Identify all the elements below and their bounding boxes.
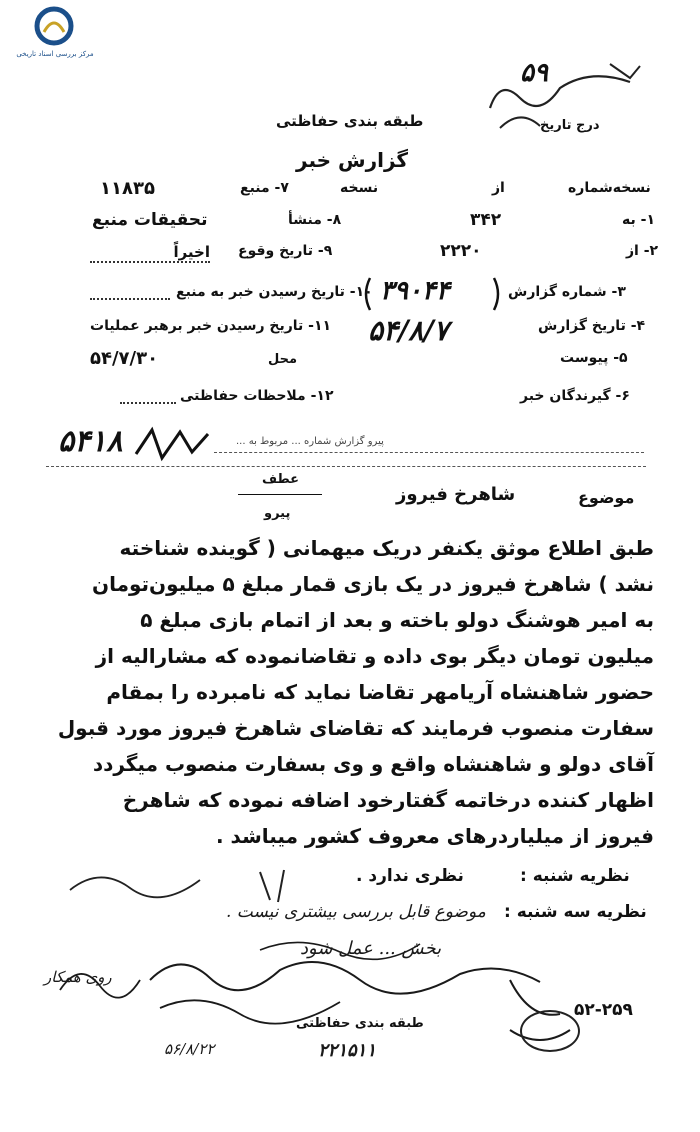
corner-stamp-scribble — [480, 58, 650, 138]
event-date-value: اخیراً — [90, 243, 210, 263]
notes-dots — [120, 402, 176, 404]
place-label: محل — [268, 352, 298, 367]
report-number-value: ۳۹۰۴۴ — [380, 276, 450, 306]
reference-number: ۵۲-۲۵۹ — [574, 1000, 633, 1020]
body-line-9: فیروز از میلیاردرهای معروف کشور میباشد . — [215, 824, 654, 848]
corner-stamp-number: ۵۹ — [520, 58, 548, 88]
copy-label: نسخه — [340, 180, 379, 196]
logo-caption: مرکز بررسی اسناد تاریخی — [16, 50, 94, 58]
signature-number: ۵۶/۸/۲۲ — [164, 1040, 215, 1058]
receive-source-label: ۱۰- تاریخ رسیدن خبر به منبع — [176, 284, 373, 300]
receive-source-dots — [90, 298, 170, 300]
report-date-label: ۴- تاریخ گزارش — [538, 318, 646, 334]
report-number-label: ۳- شماره گزارش — [508, 284, 626, 300]
copy-from: از — [492, 180, 505, 196]
footer-classification: طبقه بندی حفاظتی — [296, 1016, 424, 1031]
opinion-saturday-label: نظریه شنبه : — [520, 866, 630, 886]
dashed-line-scribble — [132, 424, 212, 464]
notes-label: ۱۲- ملاحظات حفاظتی — [180, 388, 334, 404]
to-value: ۳۴۲ — [470, 210, 502, 230]
body-line-5: حضور شاهنشاه آریامهر تقاضا نماید که نامبرده را بمقام — [106, 680, 654, 704]
origin-label: ۸- منشأ — [288, 212, 342, 228]
opinion-tuesday-value: موضوع قابل بررسی بیشتری نیست . — [226, 902, 486, 922]
body-line-3: به امیر هوشنگ دولو باخته و بعد از اتمام بازی مبلغ ۵ — [140, 608, 654, 632]
body-line-4: میلیون تومان دیگر بوی داده و تقاضانموده که مشارالیه از — [95, 644, 654, 668]
left-handwritten-note: روی همکار — [44, 968, 112, 986]
opinion-saturday-value: نظری ندارد . — [356, 866, 464, 886]
opinion-scribble — [60, 860, 480, 910]
subject-divider — [238, 494, 322, 495]
dashed-rule-2 — [46, 466, 646, 467]
document-title: گزارش خبر — [296, 148, 409, 172]
source-label: ۷- منبع — [240, 180, 289, 196]
origin-value: تحقیقات منبع — [92, 210, 208, 230]
from-value: ۲۲۲۰ — [440, 241, 482, 261]
recipients-label: ۶- گیرندگان خبر — [520, 388, 630, 404]
classification-title: طبقه بندی حفاظتی — [276, 112, 424, 130]
archive-logo — [10, 6, 100, 66]
to-label: ۱- به — [622, 212, 655, 228]
subject-label: موضوع — [578, 488, 635, 507]
report-date-value: ۵۴/۸/۷ — [368, 314, 449, 347]
body-line-8: اظهار کننده درخاتمه گفتارخود اضافه نموده که شاهرخ — [122, 788, 654, 812]
body-line-1: طبق اطلاع موثق یکنفر دریک میهمانی ( گوینده شناخته — [119, 536, 654, 560]
dashed-line-text: پیرو گزارش شماره ... مربوط به ... — [236, 436, 384, 447]
oval-stamp — [520, 1010, 580, 1052]
report-number-brackets — [362, 274, 502, 314]
footer-number: ۲۲۱۵۱۱ — [318, 1040, 377, 1061]
atf-label: عطف — [262, 472, 300, 487]
event-date-label: ۹- تاریخ وقوع — [238, 243, 333, 259]
attachment-label: ۵- پیوست — [560, 350, 628, 366]
body-line-7: آقای دولو و شاهنشاه واقع و وی بسفارت منصوب میگردد — [92, 752, 654, 776]
corner-stamp-label: درج تاریخ — [540, 118, 600, 133]
place-value: ۵۴/۷/۳۰ — [90, 348, 159, 369]
bottom-handwritten-note: بخش ... عمل شود — [300, 938, 442, 959]
peyro-label: پیرو — [264, 506, 291, 521]
copy-number-label: نسخه‌شماره — [568, 180, 651, 196]
body-line-6: سفارت منصوب فرمایند که تقاضای شاهرخ فیروز مورد قبول — [57, 716, 654, 740]
dashed-line-number: ۵۴۱۸ — [58, 424, 123, 459]
archive-emblem-icon — [34, 6, 74, 46]
source-value: ۱۱۸۳۵ — [100, 178, 155, 199]
from-label: ۲- از — [626, 243, 659, 259]
dashed-rule — [214, 452, 644, 453]
opinion-tuesday-label: نظریه سه شنبه : — [504, 902, 647, 922]
receive-ops-label: ۱۱- تاریخ رسیدن خبر برهبر عملیات — [90, 318, 332, 334]
subject-value: شاهرخ فیروز — [396, 484, 516, 505]
body-line-2: نشد ) شاهرخ فیروز در یک بازی قمار مبلغ ۵ میلیون‌تومان — [92, 572, 654, 596]
